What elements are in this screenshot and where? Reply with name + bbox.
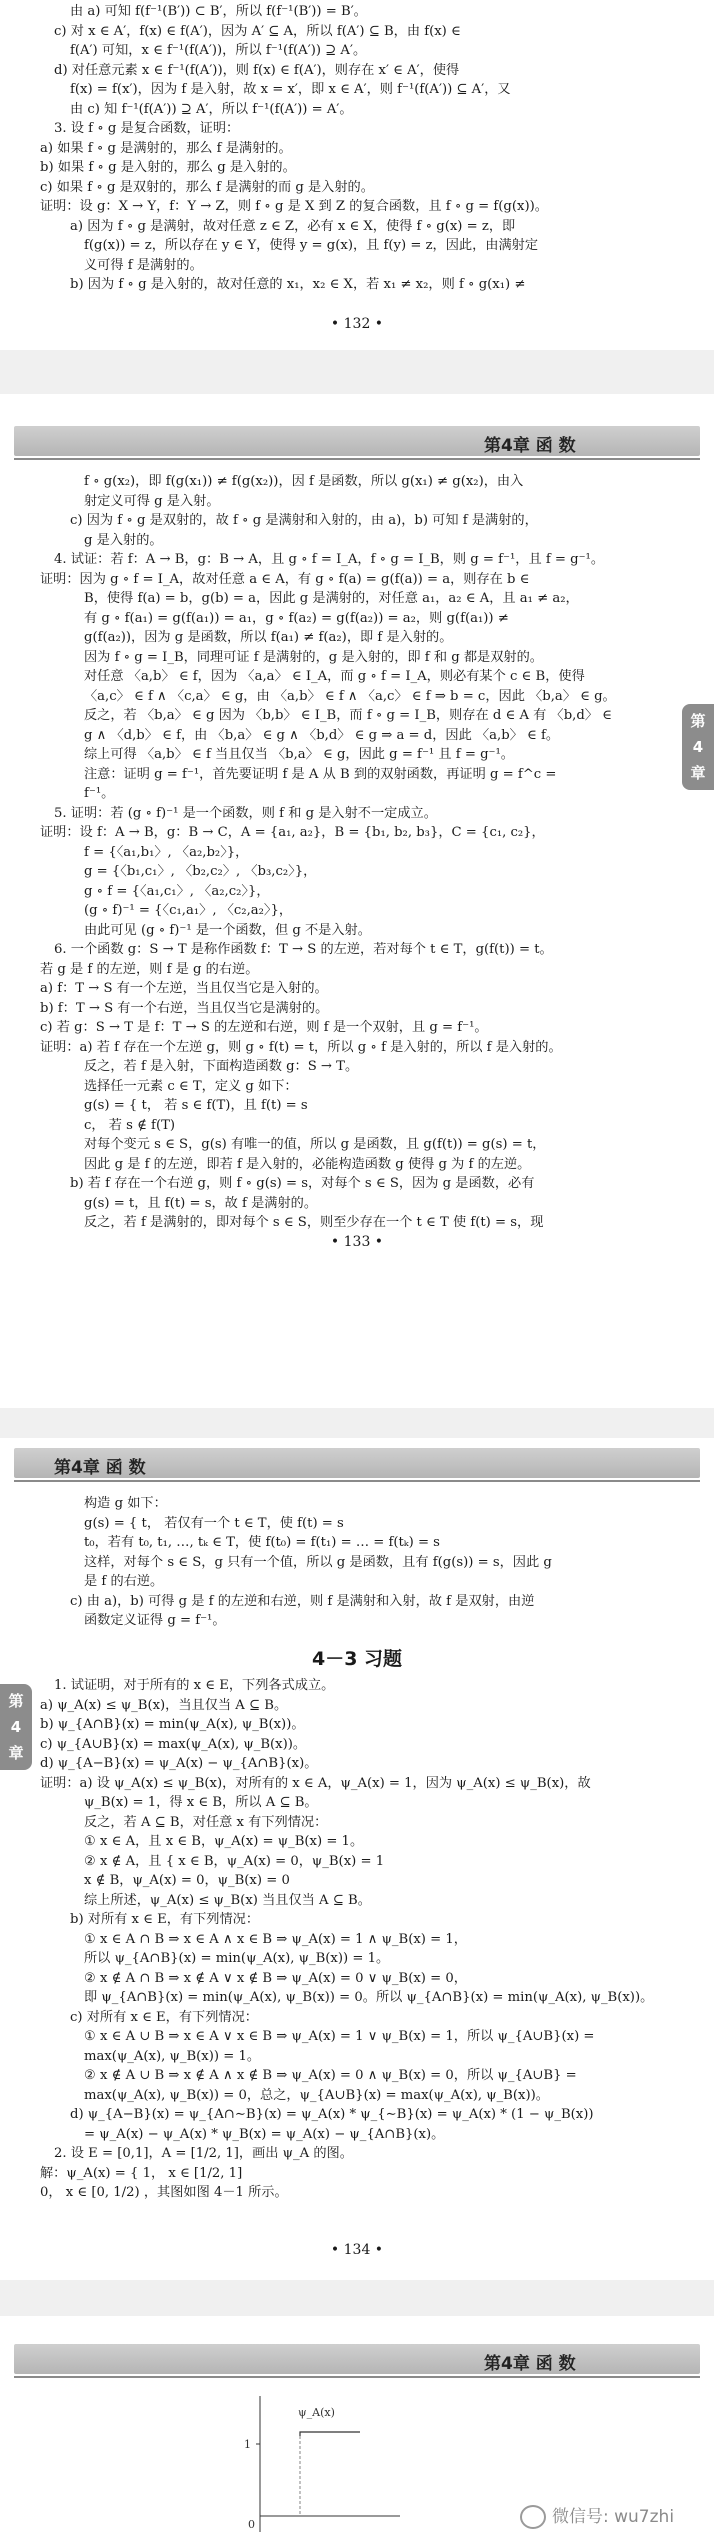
- text-line: c) 若 g：S → T 是 f：T → S 的左逆和右逆，则 f 是一个双射，且 g = f⁻¹。: [40, 1020, 488, 1035]
- section-title: 4－3 习题: [311, 1648, 403, 1670]
- text-line: 证明：a) 若 f 存在一个左逆 g，则 g ∘ f(t) = t，所以 g ∘ f 是入射的，所以 f 是入射的。: [40, 1039, 562, 1055]
- page-134-body-top: [40, 1494, 680, 1631]
- text-line: d) ψ_{A−B}(x) = ψ_A(x) − ψ_{A∩B}(x)。: [40, 1756, 318, 1771]
- text-line: ① x ∈ A ∩ B ⇒ x ∈ A ∧ x ∈ B ⇒ ψ_A(x) = 1 ∧ ψ_B(x) = 1，: [84, 1931, 467, 1947]
- text-line: f(A′) 可知，x ∈ f⁻¹(f(A′))，所以 f⁻¹(f(A′)) ⊇ A′。: [70, 43, 367, 58]
- text-line: a) ψ_A(x) ≤ ψ_B(x)，当且仅当 A ⊆ B。: [40, 1697, 288, 1713]
- side-tab-char-3: 章: [690, 764, 706, 782]
- y-tick-label: 1: [244, 2438, 251, 2451]
- text-line: t₀，若有 t₀, t₁, …, tₖ ∈ T，使 f(t₀) = f(t₁) = … = f(tₖ) = s: [84, 1535, 440, 1550]
- chapter-side-tab: [0, 1684, 32, 1770]
- watermark-text: 微信号: wu7zhi: [552, 2507, 675, 2527]
- side-tab-char-3: 章: [8, 1744, 24, 1762]
- text-line: b) 若 f 存在一个右逆 g，则 f ∘ g(s) = s，对每个 s ∈ S，因为 g 是函数，必有: [70, 1176, 535, 1191]
- text-line: max(ψ_A(x), ψ_B(x)) = 0，总之，ψ_{A∪B}(x) = max(ψ_A(x), ψ_B(x))。: [84, 2087, 549, 2103]
- text-line: f⁻¹。: [84, 786, 115, 801]
- text-line: 3. 设 f ∘ g 是复合函数，证明：: [54, 121, 240, 136]
- text-line: 由此可见 (g ∘ f)⁻¹ 是一个函数，但 g 不是入射。: [84, 922, 371, 938]
- text-line: ① x ∈ A ∪ B ⇒ x ∈ A ∨ x ∈ B ⇒ ψ_A(x) = 1 ∨ ψ_B(x) = 1，所以 ψ_{A∪B}(x) =: [84, 2029, 595, 2044]
- text-line: c) 如果 f ∘ g 是双射的，那么 f 是满射的而 g 是入射的。: [40, 179, 374, 195]
- text-line: 综上可得 〈a,b〉 ∈ f 当且仅当 〈b,a〉 ∈ g，因此 g = f⁻¹ 且 f = g⁻¹。: [84, 747, 514, 762]
- chapter-header-title: 第4章 函 数: [484, 2354, 576, 2374]
- text-line: g ∘ f = {〈a₁,c₁〉, 〈a₂,c₂〉}，: [84, 883, 270, 899]
- page-number-134: • 134 •: [330, 2242, 384, 2258]
- text-line: 4. 试证：若 f：A → B，g：B → A，且 g ∘ f = I_A，f ∘ g = I_B，则 g = f⁻¹，且 f = g⁻¹。: [54, 552, 605, 567]
- text-line: 因为 f ∘ g = I_B，同理可证 f 是满射的，g 是入射的，即 f 和 g 都是双射的。: [84, 649, 543, 665]
- page-133: [0, 394, 714, 1408]
- text-line: 因此 g 是 f 的左逆，即若 f 是入射的，必能构造函数 g 使得 g 为 f 的左逆。: [84, 1156, 531, 1172]
- page-gap: [0, 2280, 714, 2316]
- text-line: a) f：T → S 有一个左逆，当且仅当它是入射的。: [40, 981, 328, 996]
- chapter-header-title: 第4章 函 数: [484, 436, 576, 456]
- chapter-header-bar: [14, 2344, 700, 2374]
- text-line: 〈a,c〉 ∈ f ∧ 〈c,a〉 ∈ g，由 〈a,b〉 ∈ f ∧ 〈a,c〉 ∈ f ⇒ b = c，因此 〈b,a〉 ∈ g。: [84, 688, 616, 704]
- text-line: c， 若 s ∉ f(T): [84, 1117, 176, 1133]
- page-134: [0, 1438, 714, 2280]
- text-line: 证明：设 g：X → Y，f：Y → Z，则 f ∘ g 是 X 到 Z 的复合函数，且 f ∘ g = f(g(x))。: [40, 199, 548, 214]
- text-line: g = {〈b₁,c₁〉, 〈b₂,c₂〉, 〈b₃,c₂〉}，: [84, 864, 317, 879]
- text-line: 函数定义证得 g = f⁻¹。: [84, 1613, 226, 1628]
- text-line: ② x ∉ A，且 { x ∈ B，ψ_A(x) = 0，ψ_B(x) = 1: [84, 1853, 385, 1869]
- text-line: g(f(a₂))，因为 g 是函数，所以 f(a₁) ≠ f(a₂)，即 f 是入射的。: [84, 630, 453, 645]
- text-line: c) 由 a)，b) 可得 g 是 f 的左逆和右逆，则 f 是满射和入射，故 f 是双射，由逆: [70, 1593, 535, 1609]
- chapter-header-bar: [14, 426, 700, 456]
- text-line: B，使得 f(a) = b，g(b) = a，因此 g 是满射的，对任意 a₁，a₂ ∈ A，且 a₁ ≠ a₂，: [84, 591, 579, 606]
- text-line: 对任意 〈a,b〉 ∈ f，因为 〈a,a〉 ∈ I_A，而 g ∘ f = I_A，则必有某个 c ∈ B，使得: [84, 669, 585, 684]
- page-132-body: [40, 2, 680, 295]
- figure-function-label: ψ_A(x): [298, 2406, 335, 2419]
- page-gap: [0, 1408, 714, 1438]
- side-tab-char-1: 第: [8, 1692, 24, 1710]
- text-line: g ∧ 〈d,b〉 ∈ f，由 〈b,a〉 ∈ g ∧ 〈b,d〉 ∈ g ⇒ a = d，因此 〈a,b〉 ∈ f。: [84, 727, 560, 743]
- text-line: g 是入射的。: [84, 532, 163, 548]
- text-line: c) 因为 f ∘ g 是双射的，故 f ∘ g 是满射和入射的，由 a)，b) 可知 f 是满射的，: [70, 513, 538, 528]
- figure-4-1: [240, 2386, 400, 2532]
- watermark: [520, 2502, 674, 2529]
- text-line: f ∘ g(x₂)，即 f(g(x₁)) ≠ f(g(x₂))，因 f 是函数，所以 g(x₁) ≠ g(x₂)，由入: [84, 474, 524, 489]
- page-number-133: • 133 •: [330, 1234, 384, 1250]
- text-line: 有 g ∘ f(a₁) = g(f(a₁)) = a₁，g ∘ f(a₂) = g(f(a₂)) = a₂，则 g(f(a₁)) ≠: [84, 610, 509, 626]
- step-function-line: [300, 2432, 360, 2436]
- text-line: a) 如果 f ∘ g 是满射的，那么 f 是满射的。: [40, 140, 292, 156]
- text-line: b) 因为 f ∘ g 是入射的，故对任意的 x₁，x₂ ∈ X，若 x₁ ≠ x₂，则 f ∘ g(x₁) ≠: [70, 277, 526, 292]
- text-line: g(s) = { t， 若 s ∈ f(T)，且 f(t) = s: [84, 1098, 308, 1113]
- text-line: 由 c) 知 f⁻¹(f(A′)) ⊇ A′，所以 f⁻¹(f(A′)) = A′。: [70, 101, 353, 117]
- text-line: 反之，若 f 是入射，下面构造函数 g：S → T。: [84, 1059, 359, 1074]
- text-line: 若 g 是 f 的左逆，则 f 是 g 的右逆。: [40, 961, 259, 977]
- wechat-icon: [520, 2505, 546, 2529]
- page-134-body: [40, 1676, 680, 2203]
- text-line: f(x) = f(x′)，因为 f 是入射，故 x = x′，即 x ∈ A′，则 f⁻¹(f(A′)) ⊆ A′，又: [70, 82, 511, 97]
- header-rule: [14, 1480, 700, 1482]
- text-line: b) 对所有 x ∈ E，有下列情况：: [70, 1912, 260, 1927]
- text-line: 这样，对每个 s ∈ S，g 只有一个值，所以 g 是函数，且有 f(g(s)) = s，因此 g: [84, 1554, 552, 1570]
- text-line: 是 f 的右逆。: [84, 1574, 164, 1589]
- text-line: 反之，若 〈b,a〉 ∈ g 因为 〈b,b〉 ∈ I_B，而 f ∘ g = I_B，则存在 d ∈ A 有 〈b,d〉 ∈: [84, 708, 612, 723]
- text-line: (g ∘ f)⁻¹ = {〈c₁,a₁〉, 〈c₂,a₂〉}，: [84, 903, 293, 918]
- text-line: 证明：因为 g ∘ f = I_A，故对任意 a ∈ A，有 g ∘ f(a) = g(f(a)) = a，则存在 b ∈: [40, 571, 530, 587]
- text-line: 解：ψ_A(x) = { 1， x ∈ [1/2, 1]: [40, 2165, 243, 2181]
- origin-label: 0: [248, 2518, 255, 2531]
- side-tab-char-2: 4: [10, 1718, 22, 1736]
- header-rule: [14, 458, 700, 460]
- text-line: b) 如果 f ∘ g 是入射的，那么 g 是入射的。: [40, 160, 296, 175]
- text-line: 对每个变元 s ∈ S，g(s) 有唯一的值，所以 g 是函数，且 g(f(t)) = g(s) = t，: [84, 1137, 546, 1152]
- text-line: 1. 试证明，对于所有的 x ∈ E，下列各式成立。: [54, 1678, 335, 1693]
- header-rule: [14, 2376, 700, 2378]
- text-line: 2. 设 E = [0,1]，A = [1/2, 1]，画出 ψ_A 的图。: [54, 2146, 353, 2161]
- text-line: b) ψ_{A∩B}(x) = min(ψ_A(x), ψ_B(x))。: [40, 1717, 305, 1732]
- text-line: 证明：设 f：A → B，g：B → C，A = {a₁, a₂}，B = {b₁, b₂, b₃}，C = {c₁, c₂}，: [40, 825, 545, 840]
- text-line: b) f：T → S 有一个右逆，当且仅当它是满射的。: [40, 1000, 329, 1016]
- page-gap: [0, 350, 714, 394]
- text-line: c) ψ_{A∪B}(x) = max(ψ_A(x), ψ_B(x))。: [40, 1736, 307, 1752]
- text-line: x ∉ B，ψ_A(x) = 0，ψ_B(x) = 0: [84, 1873, 290, 1888]
- side-tab-char-1: 第: [690, 712, 706, 730]
- text-line: c) 对所有 x ∈ E，有下列情况：: [70, 2009, 258, 2025]
- text-line: g(s) = { t， 若仅有一个 t ∈ T，使 f(t) = s: [84, 1515, 344, 1531]
- text-line: ① x ∈ A，且 x ∈ B，ψ_A(x) = ψ_B(x) = 1。: [84, 1834, 364, 1849]
- page-132: [0, 0, 714, 350]
- text-line: 射定义可得 g 是入射。: [84, 493, 220, 509]
- text-line: d) ψ_{A−B}(x) = ψ_{A∩∼B}(x) = ψ_A(x) * ψ_{∼B}(x) = ψ_A(x) * (1 − ψ_B(x)): [70, 2107, 594, 2122]
- text-line: max(ψ_A(x), ψ_B(x)) = 1。: [84, 2048, 261, 2064]
- text-line: 反之，若 f 是满射的，即对每个 s ∈ S，则至少存在一个 t ∈ T 使 f(t) = s，现: [84, 1215, 544, 1230]
- text-line: 由 a) 可知 f(f⁻¹(B′)) ⊂ B′，所以 f(f⁻¹(B′)) = B′。: [70, 4, 367, 19]
- text-line: c) 对 x ∈ A′，f(x) ∈ f(A′)，因为 A′ ⊆ A，所以 f(A′) ⊆ B，由 f(x) ∈: [54, 23, 461, 39]
- text-line: 证明：a) 设 ψ_A(x) ≤ ψ_B(x)，对所有的 x ∈ A，ψ_A(x) = 1，因为 ψ_A(x) ≤ ψ_B(x)，故: [40, 1775, 591, 1791]
- text-line: 综上所述，ψ_A(x) ≤ ψ_B(x) 当且仅当 A ⊆ B。: [84, 1892, 371, 1908]
- text-line: 选择任一元素 c ∈ T，定义 g 如下：: [84, 1078, 298, 1094]
- text-line: 构造 g 如下：: [84, 1496, 167, 1511]
- text-line: 注意：证明 g = f⁻¹，首先要证明 f 是 A 从 B 到的双射函数，再证明 g = f^c =: [84, 766, 557, 782]
- text-line: a) 因为 f ∘ g 是满射，故对任意 z ∈ Z，必有 x ∈ X，使得 f ∘ g(x) = z，即: [70, 218, 516, 234]
- text-line: f = {〈a₁,b₁〉, 〈a₂,b₂〉}，: [84, 844, 249, 860]
- text-line: d) 对任意元素 x ∈ f⁻¹(f(A′))，则 f(x) ∈ f(A′)，则存在 x′ ∈ A′，使得: [54, 62, 460, 78]
- text-line: 6. 一个函数 g：S → T 是称作函数 f：T → S 的左逆，若对每个 t ∈ T，g(f(t)) = t。: [54, 942, 553, 957]
- chapter-header-title: 第4章 函 数: [54, 1458, 146, 1478]
- side-tab-char-2: 4: [692, 738, 704, 756]
- page-number-132: • 132 •: [330, 316, 384, 332]
- text-line: ② x ∉ A ∩ B ⇒ x ∉ A ∨ x ∉ B ⇒ ψ_A(x) = 0 ∨ ψ_B(x) = 0，: [84, 1970, 467, 1986]
- text-line: 义可得 f 是满射的。: [84, 257, 203, 273]
- text-line: g(s) = t，且 f(t) = s，故 f 是满射的。: [84, 1195, 318, 1211]
- text-line: ② x ∉ A ∪ B ⇒ x ∉ A ∧ x ∉ B ⇒ ψ_A(x) = 0 ∧ ψ_B(x) = 0，所以 ψ_{A∪B} =: [84, 2068, 577, 2083]
- text-line: ψ_B(x) = 1，得 x ∈ B，所以 A ⊆ B。: [84, 1795, 318, 1810]
- text-line: 所以 ψ_{A∩B}(x) = min(ψ_A(x), ψ_B(x)) = 1。: [84, 1951, 390, 1966]
- text-line: = ψ_A(x) − ψ_A(x) * ψ_B(x) = ψ_A(x) − ψ_{A∩B}(x)。: [84, 2126, 445, 2142]
- text-line: 5. 证明：若 (g ∘ f)⁻¹ 是一个函数，则 f 和 g 是入射不一定成立。: [54, 805, 437, 821]
- page-133-body: [40, 472, 680, 1233]
- text-line: f(g(x)) = z，所以存在 y ∈ Y，使得 y = g(x)，且 f(y) = z，因此，由满射定: [84, 238, 539, 253]
- chapter-side-tab: [682, 704, 714, 790]
- text-line: 即 ψ_{A∩B}(x) = min(ψ_A(x), ψ_B(x)) = 0。所以 ψ_{A∩B}(x) = min(ψ_A(x), ψ_B(x))。: [84, 1990, 654, 2005]
- text-line: 反之，若 A ⊆ B，对任意 x 有下列情况：: [84, 1814, 328, 1830]
- text-line: 0， x ∈ [0, 1/2) ，其图如图 4－1 所示。: [40, 2185, 288, 2200]
- chapter-header-bar: [14, 1448, 700, 1478]
- page-135: [0, 2316, 714, 2532]
